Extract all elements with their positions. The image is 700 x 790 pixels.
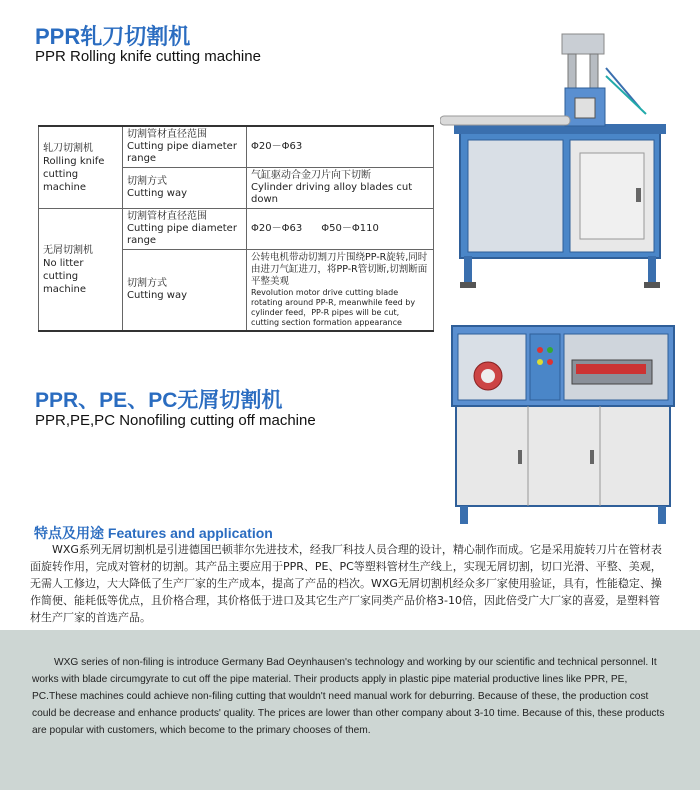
- rolling-knife-machine-illustration: [440, 28, 680, 298]
- english-description-panel: [0, 630, 700, 790]
- range-label-en: Cutting pipe diameter range: [127, 141, 237, 164]
- way-label-en: Cutting way: [127, 188, 188, 199]
- rolling-name-en: Rolling knife cutting machine: [43, 155, 105, 193]
- rolling-range-label: [123, 126, 247, 168]
- section1-title-cn: PPR轧刀切割机: [35, 24, 191, 49]
- range-label-cn: 切割管材直径范围: [127, 129, 207, 140]
- way-label-cn: 切割方式: [127, 176, 167, 187]
- nolitter-name-cn: 无屑切割机: [43, 244, 93, 256]
- features-text-en: WXG series of non-filing is introduce Germany Bad Oeynhausen's technology and working by our scientific and technical personnel. It works with blade circumgyrate to cut off the pipe material. Their products apply in plastic pipe material productive lines like PPR, PE, PC.These machines could achieve non-filing cutting that wouldn't need manual work for deburring. Because of these, the production cost could be decrease and enhance products' quality. The prices are lower than other company about 3-10 time. Because of this, these products are popular with customers, which become to the primary chooses of them.: [32, 657, 665, 736]
- way-label-cn: 切割方式: [127, 278, 167, 289]
- table-row: [39, 126, 434, 168]
- way-label-en: Cutting way: [127, 290, 188, 301]
- rolling-name-cell: [39, 126, 123, 209]
- rolling-way-label: [123, 168, 247, 209]
- way-value-cn: 气缸驱动合金刀片向下切断: [251, 170, 371, 181]
- way-value-cn: 公转电机带动切割刀片围绕PP-R旋转,同时由进刀气缸进刀，将PP-R管切断,切割断面平整美观: [251, 252, 428, 287]
- nonfiling-machine-illustration: [448, 320, 680, 530]
- nolitter-name-en: No litter cutting machine: [43, 257, 86, 295]
- spec-table: [38, 125, 434, 332]
- nolitter-name-cell: [39, 209, 123, 332]
- section2-title-en: PPR,PE,PC Nonofiling cutting off machine: [35, 412, 316, 429]
- way-value-en: Cylinder driving alloy blades cut down: [251, 182, 413, 205]
- nolitter-range-label: [123, 209, 247, 250]
- range-label-en: Cutting pipe diameter range: [127, 223, 237, 246]
- rolling-way-value: [247, 168, 434, 209]
- section1-title-en: PPR Rolling knife cutting machine: [35, 48, 261, 65]
- features-heading: 特点及用途 Features and application: [34, 525, 273, 541]
- nolitter-way-value: [247, 250, 434, 332]
- section2-title-cn: PPR、PE、PC无屑切割机: [35, 389, 283, 412]
- nolitter-range-value: [247, 209, 434, 250]
- rolling-name-cn: 轧刀切割机: [43, 142, 93, 154]
- rolling-range-value: Φ20－Φ63: [247, 126, 434, 168]
- range-value-2: Φ50－Φ110: [321, 223, 379, 234]
- features-text-cn: WXG系列无屑切割机是引进德国巴顿菲尔先进技术，经我厂科技人员合理的设计，精心制作而成。它是采用旋转刀片在管材表面旋转作用，完成对管材的切割。其产品主要应用于PPR、PE、PC等塑料管材生产线上，实现无屑切割，切口光滑、平整、美观，无需人工修边，大大降低了生产厂家的生产成本，提高了产品的档次。WXG无屑切割机经众多厂家使用验证，具有，性能稳定、操作简便、能耗低等优点，且价格合理，其价格低于进口及其它生产厂家同类产品价格3-10倍，因此倍受广大厂家的喜爱，是塑料管材生产厂家的首选产品。: [30, 543, 662, 624]
- range-value-1: Φ20－Φ63: [251, 223, 303, 234]
- way-value-en: Revolution motor drive cutting blade rotating around PP-R, meanwhile feed by cylinder feed，PP-R pipes will be cut, cutting section formation appearance: [251, 288, 416, 327]
- nolitter-way-label: [123, 250, 247, 332]
- table-row: [39, 209, 434, 250]
- range-label-cn: 切割管材直径范围: [127, 211, 207, 222]
